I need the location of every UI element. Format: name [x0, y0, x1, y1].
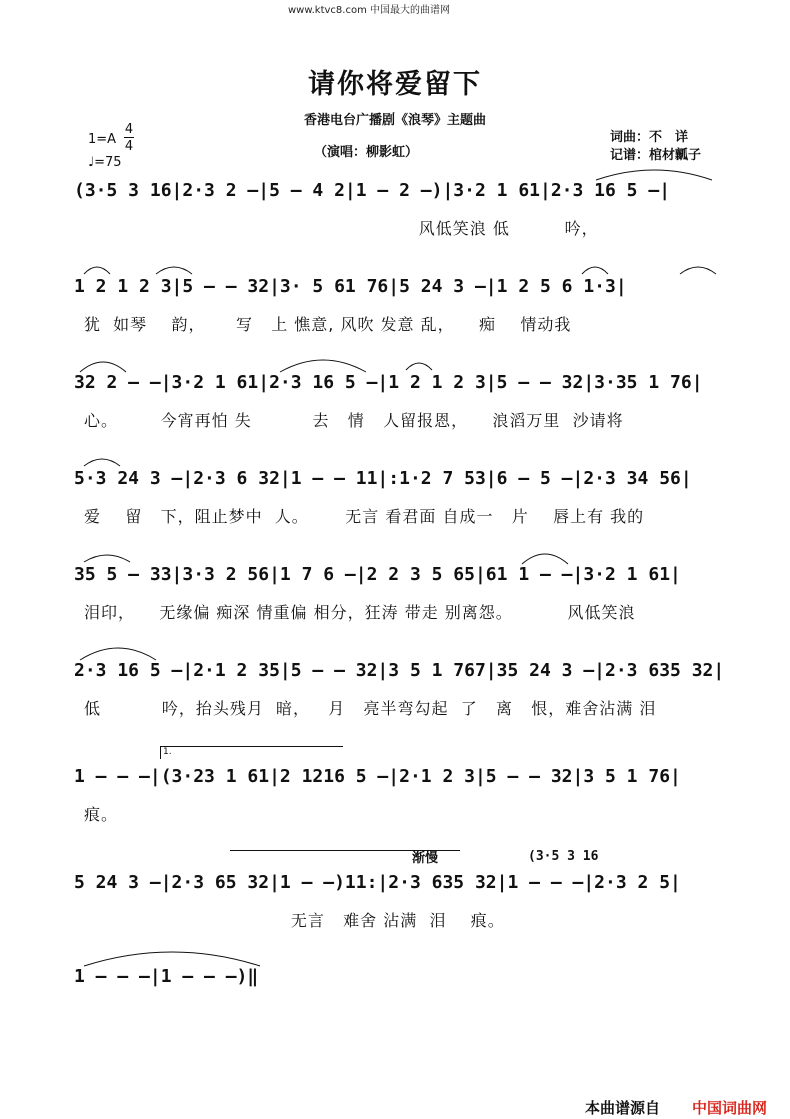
staff-lyrics: 泪印， 无缘偏 痴深 情重偏 相分，狂涛 带走 别离怨。 风低笑浪 — [84, 603, 636, 622]
key-signature: 1=A — [88, 132, 117, 147]
source-site-link[interactable]: 中国词曲网 — [692, 1099, 768, 1117]
staff-7 — [74, 747, 734, 826]
slur-mark — [82, 456, 122, 468]
performer: （演唱：柳影虹） — [314, 145, 419, 160]
intro-reprise: (3·5 3 16 — [528, 849, 599, 864]
staff-notes: 5 24 3 –|2·3 65 32|1 – –)11:|2·3 635 32|1 – – –|2·3 2 5| — [74, 872, 681, 893]
staff-lyrics: 低 吟，抬头残月 暗， 月 亮半弯勾起 了 离 恨，难舍沾满 泪 — [84, 699, 657, 718]
slur-mark — [404, 360, 434, 372]
slur-mark — [82, 552, 132, 564]
song-subtitle: 香港电台广播剧《浪琴》主题曲 — [303, 113, 486, 128]
staff-lyrics: 风低笑浪 低 吟， — [84, 219, 599, 238]
staff-4 — [74, 468, 734, 528]
staff-notes: 32 2 – –|3·2 1 61|2·3 16 5 –|1 2 1 2 3|5 – – 32|3·35 1 76| — [74, 372, 703, 393]
staff-8 — [74, 872, 734, 932]
staff-notes: 1 2 1 2 3|5 – – 32|3· 5 61 76|5 24 3 –|1 2 5 6 1·3| — [74, 276, 627, 297]
staff-lyrics: 犹 如琴 韵， 写 上 憔意, 风吹 发意 乱， 痴 情动我 — [84, 315, 572, 334]
staff-notes: 1 – – –|1 – – –)‖ — [74, 966, 259, 987]
song-title: 请你将爱留下 — [308, 69, 482, 100]
staff-5 — [74, 564, 734, 624]
transcriber: 记谱：棺材瓤子 — [610, 148, 702, 163]
staff-notes: 35 5 – 33|3·3 2 56|1 7 6 –|2 2 3 5 65|61 1 – –|3·2 1 61| — [74, 564, 681, 585]
staff-9 — [74, 966, 734, 1026]
slur-mark — [520, 550, 570, 566]
staff-notes: (3·5 3 16|2·3 2 –|5 – 4 2|1 – 2 –)|3·2 1 61|2·3 16 5 –| — [74, 180, 671, 201]
staff-lyrics: 心。 今宵再怕 失 去 情 人留报恩， 浪滔万里 沙请将 — [84, 411, 624, 430]
slur-mark — [82, 948, 262, 968]
slur-mark — [154, 264, 194, 276]
staff-1 — [74, 180, 734, 240]
staff-3 — [74, 372, 734, 432]
lyricist-composer: 词曲：不 详 — [610, 130, 689, 145]
staff-2 — [74, 276, 734, 336]
staff-notes: 1 – – –|(3·23 1 61|2 1216 5 –|2·1 2 3|5 – – 32|3 5 1 76| — [74, 766, 681, 787]
slur-mark — [78, 644, 158, 662]
staff-notes: 5·3 24 3 –|2·3 6 32|1 – – 11|:1·2 7 53|6 – 5 –|2·3 34 56| — [74, 468, 692, 489]
slur-mark — [82, 264, 112, 276]
staff-lyrics: 痕。 — [84, 805, 119, 824]
staff-lyrics: 无言 难舍 沾满 泪 痕。 — [84, 911, 505, 930]
slur-mark — [580, 264, 610, 276]
time-signature-bottom: 4 — [124, 139, 134, 154]
staff-notes: 2·3 16 5 –|2·1 2 35|5 – – 32|3 5 1 767|35 24 3 –|2·3 635 32| — [74, 660, 725, 681]
slur-mark — [278, 356, 368, 374]
slur-mark — [594, 166, 714, 182]
source-label: 本曲谱源自 — [585, 1099, 661, 1117]
volta-bracket: 1. — [160, 746, 343, 759]
site-header: www.ktvc8.com 中国最大的曲谱网 — [288, 5, 451, 16]
slur-mark — [78, 358, 128, 374]
time-signature-top: 4 — [124, 122, 134, 137]
slur-mark — [678, 264, 718, 276]
tempo-marking: ♩=75 — [88, 155, 122, 170]
staff-lyrics: 爱 留 下，阻止梦中 人。 无言 看君面 自成一 片 唇上有 我的 — [84, 507, 645, 526]
staff-6 — [74, 660, 734, 720]
ritardando-marking: 渐慢 — [412, 851, 439, 866]
